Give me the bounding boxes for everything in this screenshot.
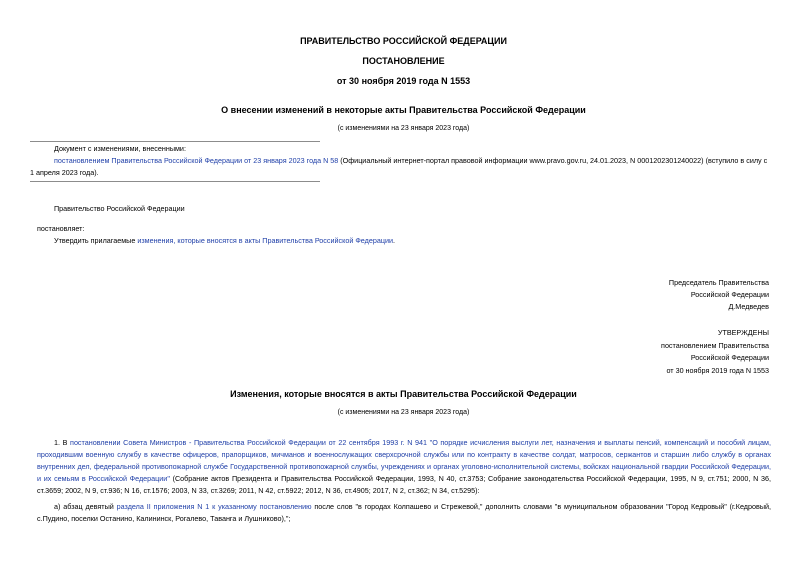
signature-block	[669, 277, 769, 313]
doc-date-number: от 30 ноября 2019 года N 1553	[336, 76, 471, 86]
changes-text	[30, 155, 772, 179]
approved-line-3: Российской Федерации	[690, 353, 769, 362]
approve-link[interactable]: изменения, которые вносятся в акты Правительства Российской Федерации	[137, 236, 393, 245]
annex-title: Изменения, которые вносятся в акты Правительства Российской Федерации	[230, 389, 577, 399]
decrees-line: постановляет:	[37, 224, 85, 233]
changes-link[interactable]: постановлением Правительства Российской Федерации от 23 января 2023 года N 58	[54, 156, 339, 165]
approved-line-4: от 30 ноября 2019 года N 1553	[666, 365, 769, 375]
org-title: ПРАВИТЕЛЬСТВО РОССИЙСКОЙ ФЕДЕРАЦИИ	[300, 36, 507, 46]
doc-type: ПОСТАНОВЛЕНИЕ	[362, 56, 445, 66]
approved-block	[661, 327, 769, 377]
signature-line-2: Российской Федерации	[690, 290, 769, 299]
approve-line	[54, 235, 395, 247]
item-1-link[interactable]: постановлении Совета Министров - Правительства Российской Федерации от 22 сентября 1993 г. N 941 "О порядке исчисления выслуги лет, назначения и выплаты пенсий, компенсаций и пособий лицам, проходившим военную службу в качестве офицеров, прапорщиков, мичманов и военнослужащих сверхсрочной службы или по контракту в качестве солдат, матросов, сержантов и старшин либо службу в органах внутренних дел, федеральной противопожарной службе Государственной противопожарной службы, учреждениях и органах уголовно-исполнительной системы, войсках национальной гвардии Российской Федерации, и их семьям в Российской Федерации"	[37, 438, 771, 483]
item-1-prefix: 1. В	[54, 438, 71, 447]
approved-line-2: постановлением Правительства	[661, 340, 769, 350]
approved-line-1: УТВЕРЖДЕНЫ	[717, 328, 769, 337]
doc-title: О внесении изменений в некоторые акты Правительства Российской Федерации	[221, 105, 586, 115]
government-line: Правительство Российской Федерации	[54, 204, 185, 213]
item-1a	[37, 501, 771, 525]
revision-note: (с изменениями на 23 января 2023 года)	[337, 125, 470, 132]
item-1-rest: (Собрание актов Президента и Правительства Российской Федерации, 1993, N 40, ст.3753; Собрание законодательства Российской Федерации, 1995, N 9, ст.751; 2000, N 36, ст.3659; 2002, N 9, ст.936; N 16, ст.1576; 2003, N 33, ст.3269; 2011, N 42, ст.5922; 2012, N 36, ст.4905; 2017, N 2, ст.362; N 34, ст.5295):	[37, 474, 771, 495]
item-1a-link[interactable]: раздела II приложения N 1 к указанному постановлению	[116, 502, 312, 511]
divider-top	[30, 141, 320, 142]
divider-bottom	[30, 181, 320, 182]
signature-line-3: Д.Медведев	[728, 302, 769, 311]
changes-intro: Документ с изменениями, внесенными:	[54, 144, 186, 153]
annex-revision: (с изменениями на 23 января 2023 года)	[337, 409, 470, 416]
signature-line-1: Председатель Правительства	[668, 278, 769, 287]
changes-box	[30, 143, 772, 179]
item-1a-prefix: а) абзац девятый	[54, 502, 117, 511]
approve-prefix: Утвердить прилагаемые	[54, 236, 138, 245]
approve-suffix: .	[392, 236, 395, 245]
changes-rest: (Официальный интернет-портал правовой информации www.pravo.gov.ru, 24.01.2023, N 0001202301240022) (вступило в силу с 1 апреля 2023 года).	[30, 156, 768, 177]
item-1a-rest: после слов "в городах Колпашево и Стрежевой," дополнить словами "в муниципальном образовании "Город Кедровый" (г.Кедровый, с.Пудино, поселки Останино, Калининск, Рогалево, Таванга и Лушниково),";	[37, 502, 771, 523]
item-1	[37, 437, 771, 497]
